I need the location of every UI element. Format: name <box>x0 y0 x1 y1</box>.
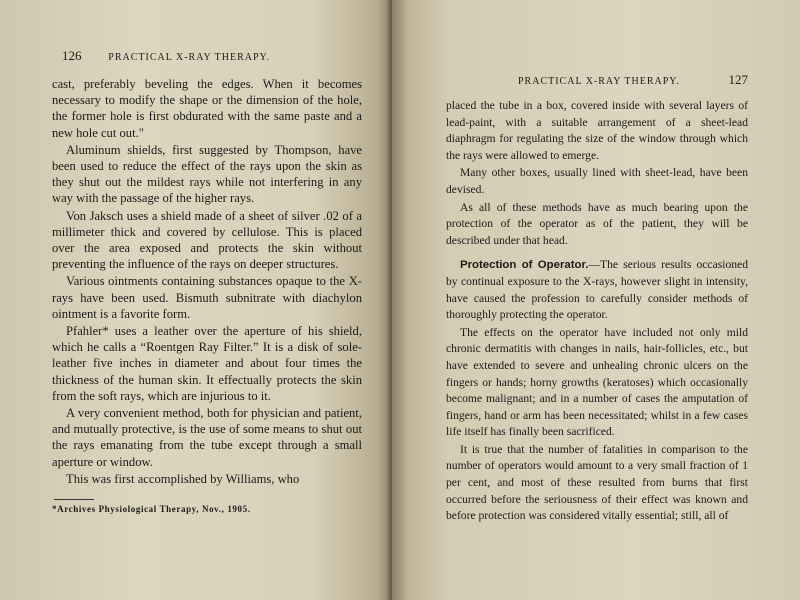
paragraph-protection-of-operator <box>446 257 748 323</box>
paragraph: As all of these methods have as much bearing upon the protection of the operator as of the patient, they will be described under that head. <box>446 200 748 247</box>
paragraph: The effects on the operator have included not only mild chronic dermatitis with changes in nails, hair-follicles, etc., but have extended to severe and unhealing chronic ulcers on the fingers or hands; horny growths (keratoses) which occasionally become malignant; and in a number of cases the amputation of fingers, hand or arm has been necessitated; whilst in a few cases life itself has finally been sacrificed. <box>446 325 748 439</box>
subheading: Protection of Operator. <box>460 259 589 272</box>
footnote-rule <box>54 499 94 500</box>
page-number-right: 127 <box>728 72 748 87</box>
paragraph: placed the tube in a box, covered inside with several layers of lead-paint, with a suitable arrangement of a sheet-lead diaphragm for regulating the size of the window through which the rays were allowed to emerge. <box>446 99 748 162</box>
running-head-left: PRACTICAL X-RAY THERAPY. <box>108 52 270 63</box>
page-number-left: 126 <box>62 48 82 63</box>
right-page-header <box>446 72 748 88</box>
paragraph: Pfahler* uses a leather over the aperture of his shield, which he calls a “Roentgen Ray Filter.” It is a disk of sole-leather five inches in diameter and about four times the thickness of the human skin. It effectually protects the skin from the soft rays, which are injurious to it. <box>52 324 362 403</box>
paragraph: cast, preferably beveling the edges. When it becomes necessary to modify the shape or the dimension of the hole, the former hole is first obdurated with the same paste and a new hole cut out." <box>52 77 362 140</box>
right-page-text <box>446 98 748 525</box>
right-page <box>392 0 800 600</box>
subheading-text: —The serious results occasioned by continual exposure to the X-rays, however slight in intensity, have caused the profession to carefully consider methods of thoroughly protecting the operator. <box>446 258 748 322</box>
paragraph: This was first accomplished by Williams, who <box>66 471 300 486</box>
paragraph: Von Jaksch uses a shield made of a sheet of silver .02 of a millimeter thick and covered by cellulose. This is placed over the area exposed and protects the skin without preventing the influence of the rays on deeper structures. <box>52 208 362 272</box>
left-page <box>0 0 392 600</box>
paragraph: It is true that the number of fatalities in comparison to the number of operators would amount to a very small fraction of 1 per cent, and most of these resulted from burns that first occurred before the seriousness of their effect was known and before protection was considered vitally essential; still, all of <box>446 442 748 523</box>
paragraph: A very convenient method, both for physician and patient, and mutually protective, is the use of some means to shut out the rays emanating from the tube except through a small aperture or window. <box>52 406 362 469</box>
paragraph: Various ointments containing substances opaque to the X-rays have been used. Bismuth subnitrate with diachylon ointment is a favorite form. <box>52 274 362 321</box>
running-head-right: PRACTICAL X-RAY THERAPY. <box>518 76 680 87</box>
left-page-text <box>52 76 362 487</box>
footnote: *Archives Physiological Therapy, Nov., 1905. <box>52 504 251 515</box>
left-page-header <box>62 48 362 64</box>
paragraph: Many other boxes, usually lined with sheet-lead, have been devised. <box>446 166 748 196</box>
paragraph: Aluminum shields, first suggested by Thompson, have been used to reduce the effect of the rays upon the skin as they shut out the mildest rays while not interfering in any way with the passage of the higher rays. <box>52 142 362 206</box>
